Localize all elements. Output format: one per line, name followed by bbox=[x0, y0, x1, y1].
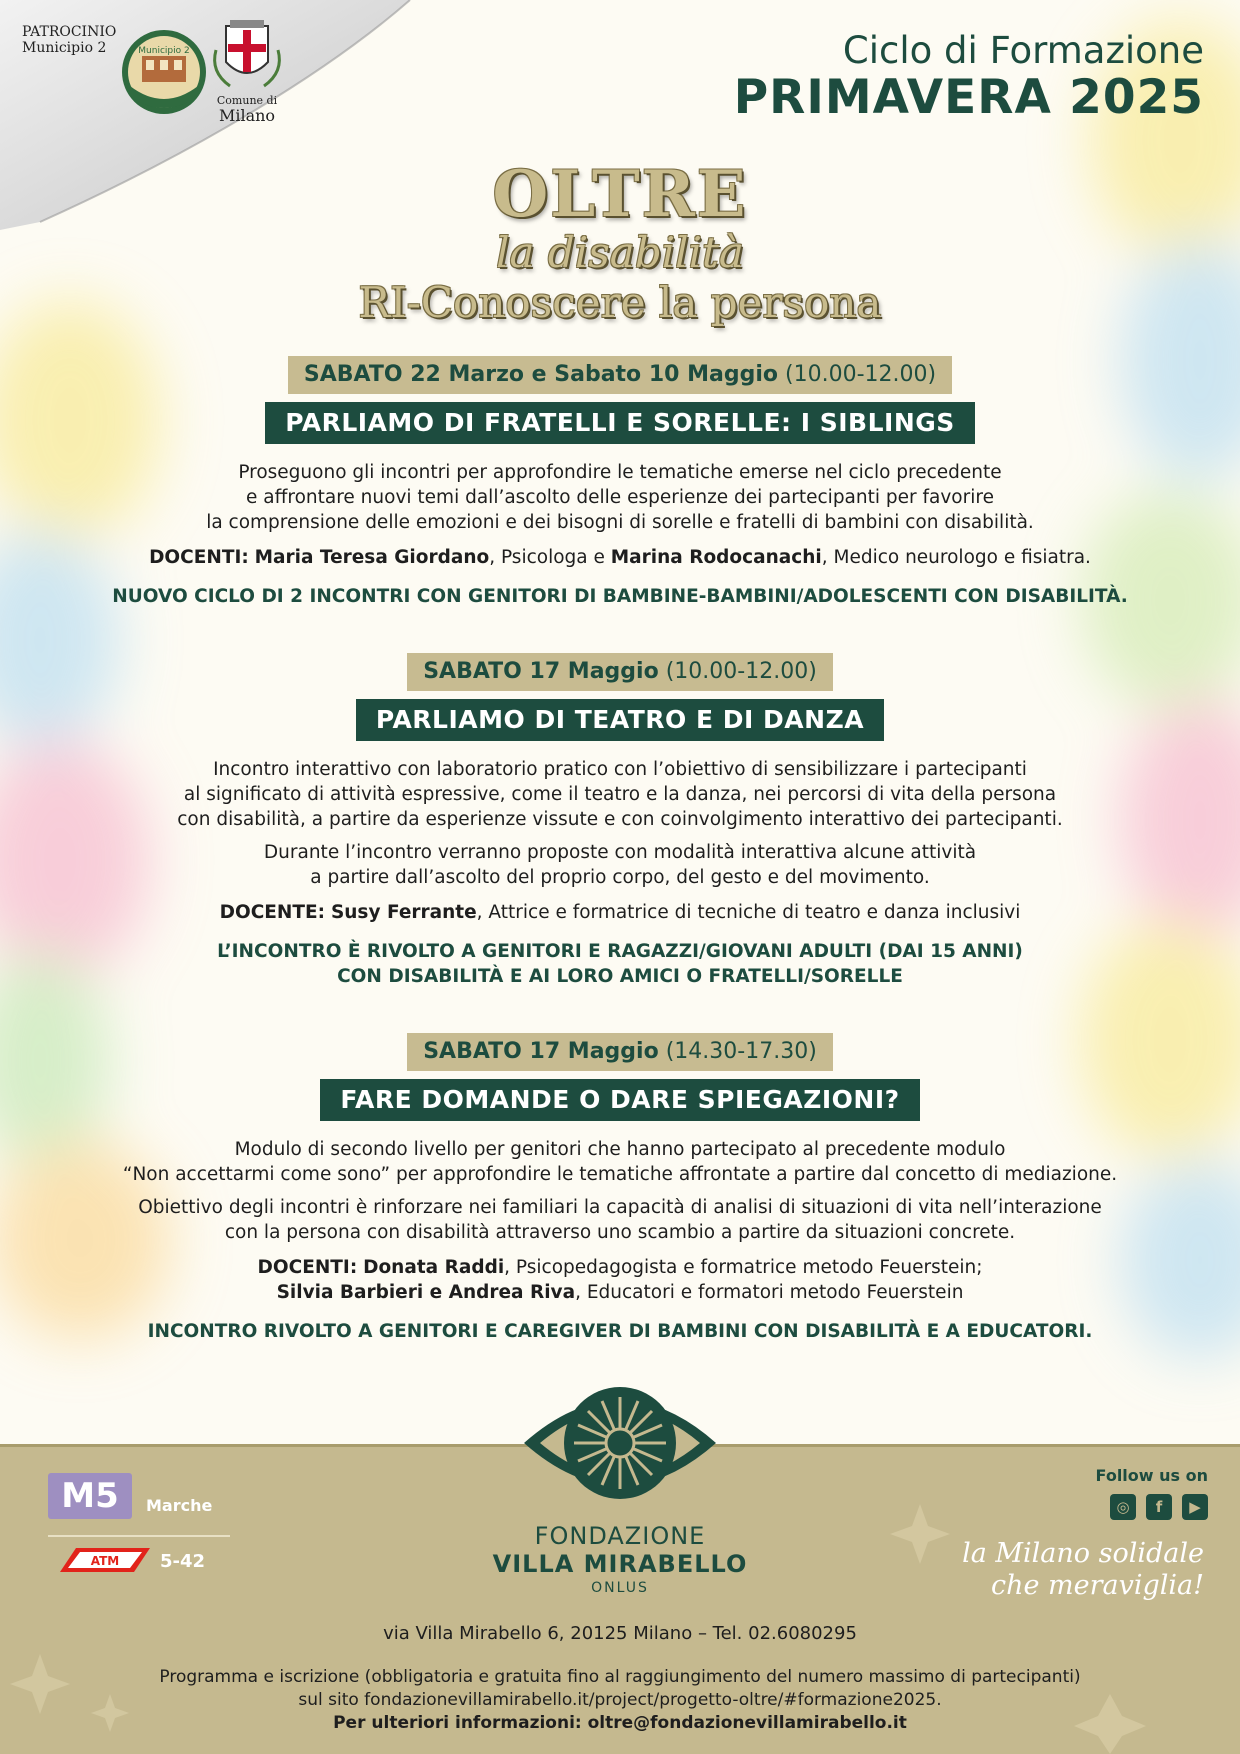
slogan bbox=[962, 1538, 1204, 1602]
registration-line1: Programma e iscrizione (obbligatoria e gratuita fino al raggiungimento del numero massimo di partecipanti) bbox=[159, 1667, 1081, 1687]
description-line: con la persona con disabilità attraverso uno scambio a partire da situazioni concrete. bbox=[224, 1222, 1016, 1243]
description-line: a partire dall’ascolto del proprio corpo, del gesto e del movimento. bbox=[310, 867, 930, 888]
teacher-role: , Psicologa e bbox=[489, 547, 611, 568]
event-section bbox=[0, 1033, 1240, 1344]
event-teachers bbox=[0, 545, 1240, 570]
description-line: Proseguono gli incontri per approfondire le tematiche emerse nel ciclo precedente bbox=[238, 462, 1002, 483]
foundation-name-line2: VILLA MIRABELLO bbox=[492, 1550, 748, 1578]
description-line: Modulo di secondo livello per genitori che hanno partecipato al precedente modulo bbox=[234, 1139, 1006, 1160]
comune-label-line1: Comune di bbox=[216, 94, 278, 107]
event-section bbox=[0, 653, 1240, 989]
metro-stop-label: Marche bbox=[146, 1496, 213, 1515]
metro-line-badge: M5 bbox=[48, 1473, 132, 1519]
event-teachers bbox=[0, 900, 1240, 925]
audience-line: INCONTRO RIVOLTO A GENITORI E CAREGIVER DI BAMBINI CON DISABILITÀ E A EDUCATORI. bbox=[147, 1321, 1093, 1342]
hero-title: OLTRE bbox=[492, 157, 748, 232]
event-sections bbox=[0, 356, 1240, 1388]
description-line: e affrontare nuovi temi dall’ascolto delle esperienze dei partecipanti per favorire bbox=[246, 487, 994, 508]
event-description bbox=[0, 1137, 1240, 1187]
event-audience bbox=[0, 939, 1240, 989]
follow-us-label: Follow us on bbox=[1095, 1466, 1208, 1485]
address: via Villa Mirabello 6, 20125 Milano – Tel. 02.6080295 bbox=[383, 1623, 857, 1644]
municipio-badge-text: Municipio 2 bbox=[138, 46, 190, 56]
teacher-line bbox=[0, 900, 1240, 925]
description-line: “Non accettarmi come sono” per approfondire le tematiche affrontate a partire dal concetto di mediazione. bbox=[122, 1164, 1118, 1185]
event-time: (10.00-12.00) bbox=[665, 659, 817, 684]
teacher-role: , Attrice e formatrice di tecniche di teatro e danza inclusivi bbox=[476, 902, 1021, 923]
comune-crest-icon bbox=[206, 20, 288, 94]
event-date bbox=[407, 1033, 833, 1071]
event-date-label: SABATO 17 Maggio bbox=[423, 659, 659, 684]
patrocinio-line1: PATROCINIO bbox=[22, 24, 117, 40]
event-time: (10.00-12.00) bbox=[785, 362, 937, 387]
teachers-label: DOCENTI: bbox=[257, 1257, 358, 1278]
teacher-role: , Medico neurologo e fisiatra. bbox=[821, 547, 1091, 568]
contact-email[interactable]: Per ulteriori informazioni: oltre@fondazionevillamirabello.it bbox=[333, 1713, 907, 1733]
cycle-title-block bbox=[734, 30, 1204, 124]
event-time: (14.30-17.30) bbox=[665, 1039, 817, 1064]
event-headline: FARE DOMANDE O DARE SPIEGAZIONI? bbox=[320, 1079, 919, 1121]
foundation-name-line1: FONDAZIONE bbox=[534, 1522, 706, 1550]
event-section bbox=[0, 356, 1240, 609]
description-line: Incontro interattivo con laboratorio pratico con l’obiettivo di sensibilizzare i partecipanti bbox=[213, 759, 1027, 780]
teacher-line bbox=[0, 1280, 1240, 1305]
patrocinio-line2: Municipio 2 bbox=[22, 40, 107, 56]
social-links bbox=[1110, 1494, 1208, 1520]
star-icon bbox=[890, 1504, 950, 1564]
event-description bbox=[0, 840, 1240, 890]
hero-tagline: RI-Conoscere la persona bbox=[358, 278, 882, 327]
event-audience bbox=[0, 584, 1240, 609]
event-headline: PARLIAMO DI TEATRO E DI DANZA bbox=[356, 699, 884, 741]
description-line: al significato di attività espressive, come il teatro e la danza, nei percorsi di vita della persona bbox=[183, 784, 1057, 805]
teacher-name: Donata Raddi bbox=[363, 1257, 505, 1278]
description-line: Durante l’incontro verranno proposte con modalità interattiva alcune attività bbox=[263, 842, 977, 863]
description-line: la comprensione delle emozioni e dei bisogni di sorelle e fratelli di bambini con disabilità. bbox=[206, 512, 1034, 533]
transport-divider bbox=[48, 1535, 230, 1537]
registration-link[interactable]: sul sito fondazionevillamirabello.it/project/progetto-oltre/#formazione2025. bbox=[298, 1690, 942, 1710]
event-date bbox=[288, 356, 952, 394]
registration-info bbox=[0, 1666, 1240, 1735]
description-line: con disabilità, a partire da esperienze vissute e con coinvolgimento interattivo dei partecipanti. bbox=[177, 809, 1063, 830]
audience-line: CON DISABILITÀ E AI LORO AMICI O FRATELLI/SORELLE bbox=[337, 966, 903, 987]
atm-logo-text: ATM bbox=[90, 1554, 120, 1568]
event-description bbox=[0, 1195, 1240, 1245]
description-line: Obiettivo degli incontri è rinforzare nei familiari la capacità di analisi di situazioni di vita nell’interazione bbox=[138, 1197, 1102, 1218]
teacher-name: Susy Ferrante bbox=[330, 902, 477, 923]
teacher-role: , Psicopedagogista e formatrice metodo Feuerstein; bbox=[504, 1257, 983, 1278]
instagram-icon[interactable]: ◎ bbox=[1110, 1494, 1136, 1520]
teachers-label: DOCENTE: bbox=[219, 902, 326, 923]
cycle-title: PRIMAVERA 2025 bbox=[733, 70, 1204, 125]
event-date bbox=[407, 653, 833, 691]
event-audience bbox=[0, 1319, 1240, 1344]
event-date-label: SABATO 22 Marzo e Sabato 10 Maggio bbox=[303, 362, 778, 387]
event-description bbox=[0, 460, 1240, 535]
comune-label-line2: Milano bbox=[218, 106, 276, 125]
audience-line: NUOVO CICLO DI 2 INCONTRI CON GENITORI DI BAMBINE-BAMBINI/ADOLESCENTI CON DISABILITÀ. bbox=[112, 586, 1128, 607]
youtube-icon[interactable]: ▶ bbox=[1182, 1494, 1208, 1520]
cycle-subtitle: Ciclo di Formazione bbox=[842, 29, 1204, 72]
foundation-name-line3: ONLUS bbox=[591, 1580, 649, 1596]
comune-milano-logo bbox=[206, 20, 288, 124]
event-description bbox=[0, 757, 1240, 832]
event-date-label: SABATO 17 Maggio bbox=[423, 1039, 659, 1064]
foundation-eye-logo bbox=[518, 1372, 722, 1514]
teacher-name: Marina Rodocanachi bbox=[610, 547, 822, 568]
slogan-line2: che meraviglia! bbox=[990, 1570, 1204, 1601]
bus-lines-label: 5-42 bbox=[160, 1551, 206, 1572]
teacher-role: , Educatori e formatori metodo Feuerstein bbox=[575, 1282, 964, 1303]
facebook-icon[interactable]: f bbox=[1146, 1494, 1172, 1520]
teacher-name: Maria Teresa Giordano bbox=[254, 547, 490, 568]
event-headline: PARLIAMO DI FRATELLI E SORELLE: I SIBLINGS bbox=[265, 402, 975, 444]
municipio-2-logo bbox=[118, 20, 210, 120]
foundation-name bbox=[420, 1522, 820, 1598]
slogan-line1: la Milano solidale bbox=[962, 1538, 1204, 1569]
event-teachers bbox=[0, 1255, 1240, 1305]
teacher-name: Silvia Barbieri e Andrea Riva bbox=[276, 1282, 576, 1303]
teacher-line bbox=[0, 1255, 1240, 1280]
teachers-label: DOCENTI: bbox=[149, 547, 249, 568]
atm-logo bbox=[54, 1546, 152, 1574]
patrocinio-label bbox=[22, 24, 116, 56]
teacher-line bbox=[0, 545, 1240, 570]
audience-line: L’INCONTRO È RIVOLTO A GENITORI E RAGAZZI/GIOVANI ADULTI (DAI 15 ANNI) bbox=[217, 941, 1023, 962]
hero-subtitle: la disabilità bbox=[496, 228, 744, 277]
